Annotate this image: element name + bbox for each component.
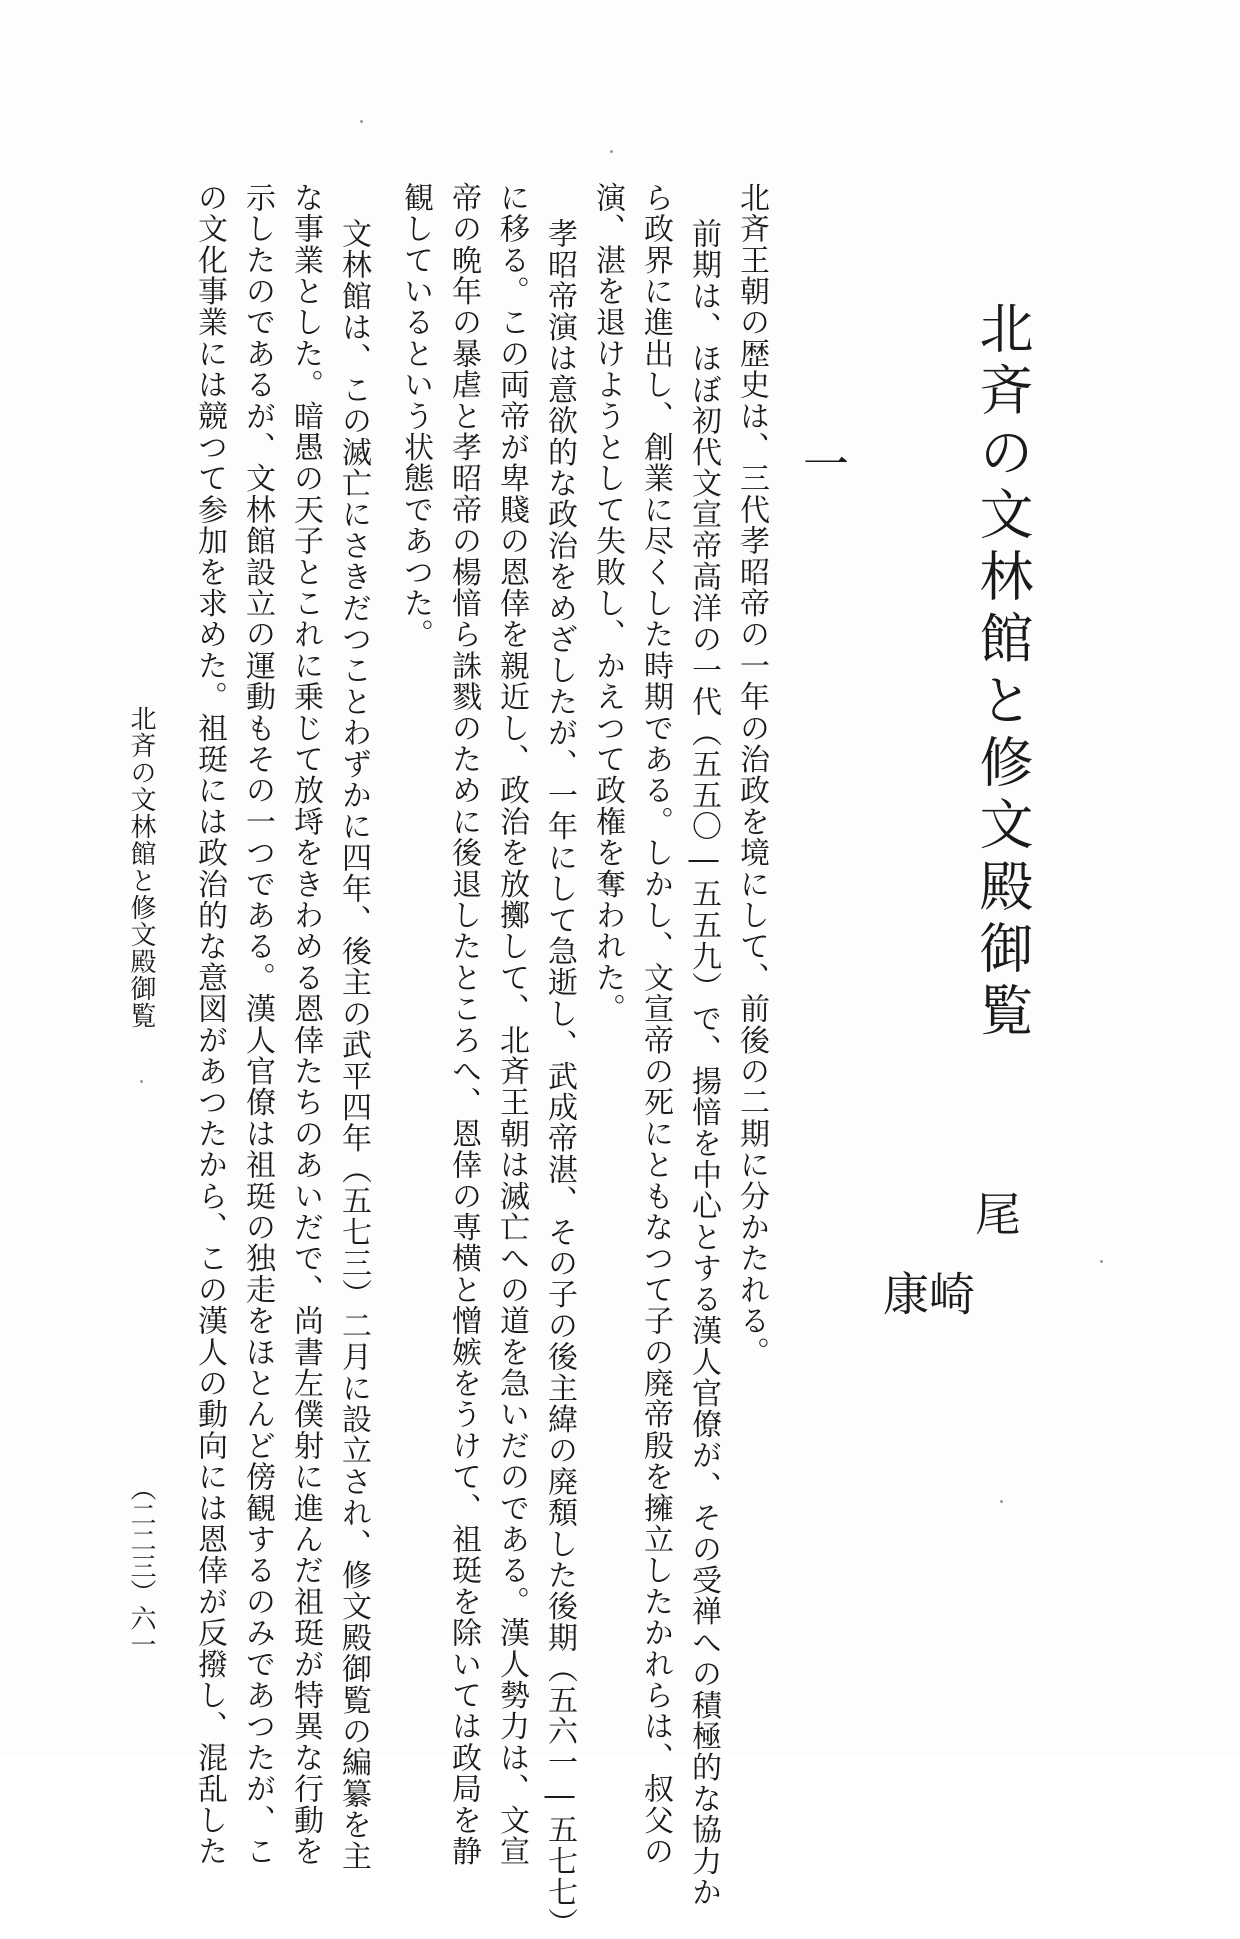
body-column: 北斉王朝の歴史は、三代孝昭帝の一年の治政を境にして、前後の二期に分かたれる。 — [734, 182, 769, 1368]
body-column: 観しているという状態であつた。 — [398, 182, 433, 650]
author-char: 崎 — [922, 1270, 976, 1316]
body-column: 文林館は、この滅亡にさきだつことわずかに四年、後主の武平四年（五七三）二月に設立され、修文殿御覧の編纂を主 — [336, 218, 371, 1872]
author-char: 尾 — [968, 1190, 1022, 1236]
scan-speck — [360, 120, 363, 123]
page-number-outer: 六一 — [126, 1605, 156, 1657]
body-column: ら政界に進出し、創業に尽くした時期である。しかし、文宣帝の死にともなつて子の廃帝殷を擁立したかれらは、叔父の — [638, 182, 673, 1867]
article-title: 北斉の文林館と修文殿御覧 — [971, 300, 1034, 1044]
scan-speck — [1000, 1500, 1003, 1503]
scan-speck — [140, 1080, 143, 1083]
author-char: 康 — [876, 1270, 930, 1316]
body-column: の文化事業には競つて参加を求めた。祖珽には政治的な意図があつたから、この漢人の動向には恩倖が反撥し、混乱した — [192, 182, 227, 1867]
body-column: 孝昭帝演は意欲的な政治をめざしたが、一年にして急逝し、武成帝湛、その子の後主緯の廃頽した後期（五六一―五七七） — [542, 218, 577, 1939]
scan-speck — [610, 150, 613, 153]
body-column: 前期は、ほぼ初代文宣帝高洋の一代（五五〇―五五九）で、揚愔を中心とする漢人官僚が、その受禅への積極的な協力か — [686, 218, 721, 1908]
page-number-inner: （二二三） — [126, 1475, 156, 1605]
body-column: に移る。この両帝が卑賤の恩倖を親近し、政治を放擲して、北斉王朝は滅亡への道を急いだのである。漢人勢力は、文宣 — [494, 182, 529, 1867]
body-column: 演、湛を退けようとして失敗し、かえつて政権を奪われた。 — [590, 182, 625, 1025]
running-head: 北斉の文林館と修文殿御覧 — [126, 705, 156, 1029]
scan-speck — [1100, 1260, 1103, 1263]
body-column: な事業とした。暗愚の天子とこれに乗じて放埓をきわめる恩倖たちのあいだで、尚書左僕射に進んだ祖珽が特異な行動を — [288, 182, 323, 1867]
section-number: 一 — [796, 440, 850, 486]
body-column: 帝の晩年の暴虐と孝昭帝の楊愔ら誅戮のために後退したところへ、恩倖の専横と憎嫉をうけて、祖珽を除いては政局を静 — [446, 182, 481, 1867]
author-name — [876, 1190, 1022, 1316]
body-column: 示したのであるが、文林館設立の運動もその一つである。漢人官僚は祖珽の独走をほとんど傍観するのみであつたが、こ — [240, 182, 275, 1867]
